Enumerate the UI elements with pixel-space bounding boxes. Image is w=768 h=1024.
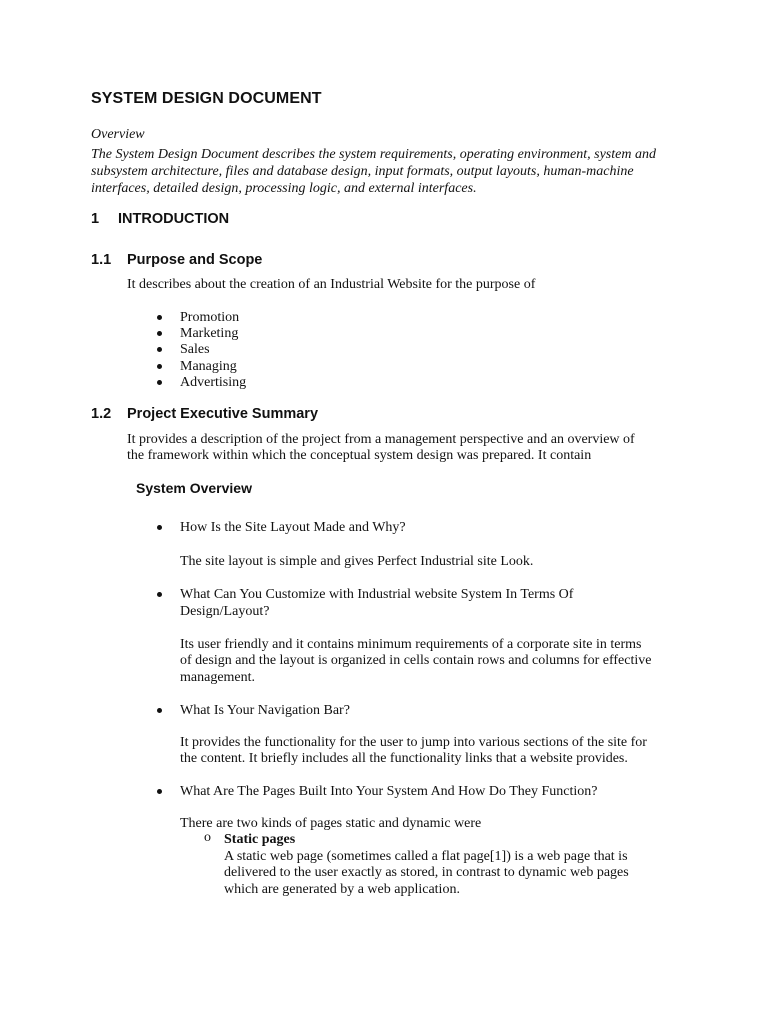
bullet-icon	[157, 592, 162, 597]
qa-answer-line: The site layout is simple and gives Perfect Industrial site Look.	[180, 554, 534, 569]
qa-question: How Is the Site Layout Made and Why?	[180, 520, 406, 535]
qa-answer-line: management.	[180, 670, 256, 685]
section-1-1-intro: It describes about the creation of an Industrial Website for the purpose of	[127, 277, 536, 292]
qa-answer-line: the content. It briefly includes all the functionality links that a website provides.	[180, 751, 628, 766]
list-item: Marketing	[180, 326, 239, 341]
bullet-icon	[157, 364, 162, 369]
qa-question: What Is Your Navigation Bar?	[180, 703, 350, 718]
bullet-icon	[157, 708, 162, 713]
static-pages-line: delivered to the user exactly as stored, in contrast to dynamic web pages	[224, 865, 629, 880]
qa-answer-line: Its user friendly and it contains minimum requirements of a corporate site in terms	[180, 637, 642, 652]
qa-answer-line: It provides the functionality for the user to jump into various sections of the site for	[180, 735, 647, 750]
qa-question-line: Design/Layout?	[180, 604, 270, 619]
section-1-1-title: Purpose and Scope	[127, 252, 263, 268]
list-item: Promotion	[180, 310, 240, 325]
section-1-2-number: 1.2	[91, 406, 112, 422]
section-1-2-intro-line: It provides a description of the project from a management perspective and an overview of	[127, 432, 635, 447]
bullet-icon	[157, 315, 162, 320]
qa-answer-line: of design and the layout is organized in cells contain rows and columns for effective	[180, 653, 652, 668]
bullet-icon	[157, 789, 162, 794]
static-pages-heading: Static pages	[224, 832, 296, 847]
list-item: Advertising	[180, 375, 247, 390]
list-item: Sales	[180, 342, 210, 357]
overview-label: Overview	[91, 127, 145, 142]
section-1-title: INTRODUCTION	[118, 211, 230, 227]
bullet-icon	[157, 347, 162, 352]
static-pages-line: which are generated by a web application.	[224, 882, 460, 897]
bullet-icon	[157, 380, 162, 385]
qa-answer-line: There are two kinds of pages static and dynamic were	[180, 816, 482, 831]
list-item: Managing	[180, 359, 237, 374]
overview-text: The System Design Document describes the system requirements, operating environment, system and subsystem architecture, files and database design, input formats, output layouts, human-machine interfaces, detailed design, processing logic, and external interfaces.	[91, 147, 656, 196]
system-overview-heading: System Overview	[136, 480, 252, 496]
bullet-icon	[157, 331, 162, 336]
qa-question-line: What Can You Customize with Industrial website System In Terms Of	[180, 587, 574, 602]
section-1-number: 1	[91, 211, 100, 227]
document-title: SYSTEM DESIGN DOCUMENT	[91, 90, 322, 107]
bullet-icon	[157, 525, 162, 530]
static-pages-line: A static web page (sometimes called a flat page[1]) is a web page that is	[224, 849, 628, 864]
section-1-1-number: 1.1	[91, 252, 112, 268]
section-1-2-title: Project Executive Summary	[127, 406, 319, 422]
section-1-2-intro-line: the framework within which the conceptual system design was prepared. It contain	[127, 448, 592, 463]
sub-bullet-marker: o	[204, 830, 211, 845]
qa-question: What Are The Pages Built Into Your System And How Do They Function?	[180, 784, 598, 799]
